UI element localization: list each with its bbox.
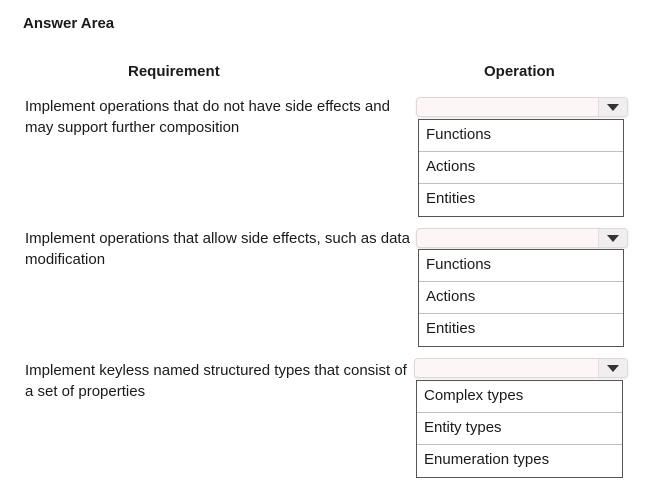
option-actions[interactable]: Actions [419,282,623,314]
operation-1-dropdown[interactable] [416,97,628,117]
operation-2-dropdown[interactable] [416,228,628,248]
operation-3-options [416,380,623,478]
operation-2-dropdown-button[interactable] [598,229,627,247]
requirement-3-text: Implement keyless named structured types that consist of a set of properties [25,362,407,400]
option-actions[interactable]: Actions [419,152,623,184]
operation-3-dropdown[interactable] [414,358,628,378]
triangle-down-icon [607,365,619,372]
option-enumeration-types[interactable]: Enumeration types [424,451,550,468]
option-entities[interactable]: Entities [426,190,476,207]
option-entities[interactable]: Entities [426,320,476,337]
operation-header: Operation [484,63,555,80]
option-functions[interactable]: Functions [419,120,623,152]
operation-1-options [418,119,624,217]
operation-2-options [418,249,624,347]
operation-3-dropdown-button[interactable] [598,359,627,377]
requirement-2-text: Implement operations that allow side effects, such as data modification [25,230,410,268]
option-complex-types[interactable]: Complex types [417,381,622,413]
requirement-header: Requirement [128,63,220,80]
triangle-down-icon [607,235,619,242]
option-functions[interactable]: Functions [419,250,623,282]
operation-1-dropdown-button[interactable] [598,98,627,116]
option-entity-types[interactable]: Entity types [417,413,622,445]
requirement-1-text: Implement operations that do not have side effects and may support further composition [25,98,390,136]
triangle-down-icon [607,104,619,111]
answer-area-title: Answer Area [23,15,115,32]
